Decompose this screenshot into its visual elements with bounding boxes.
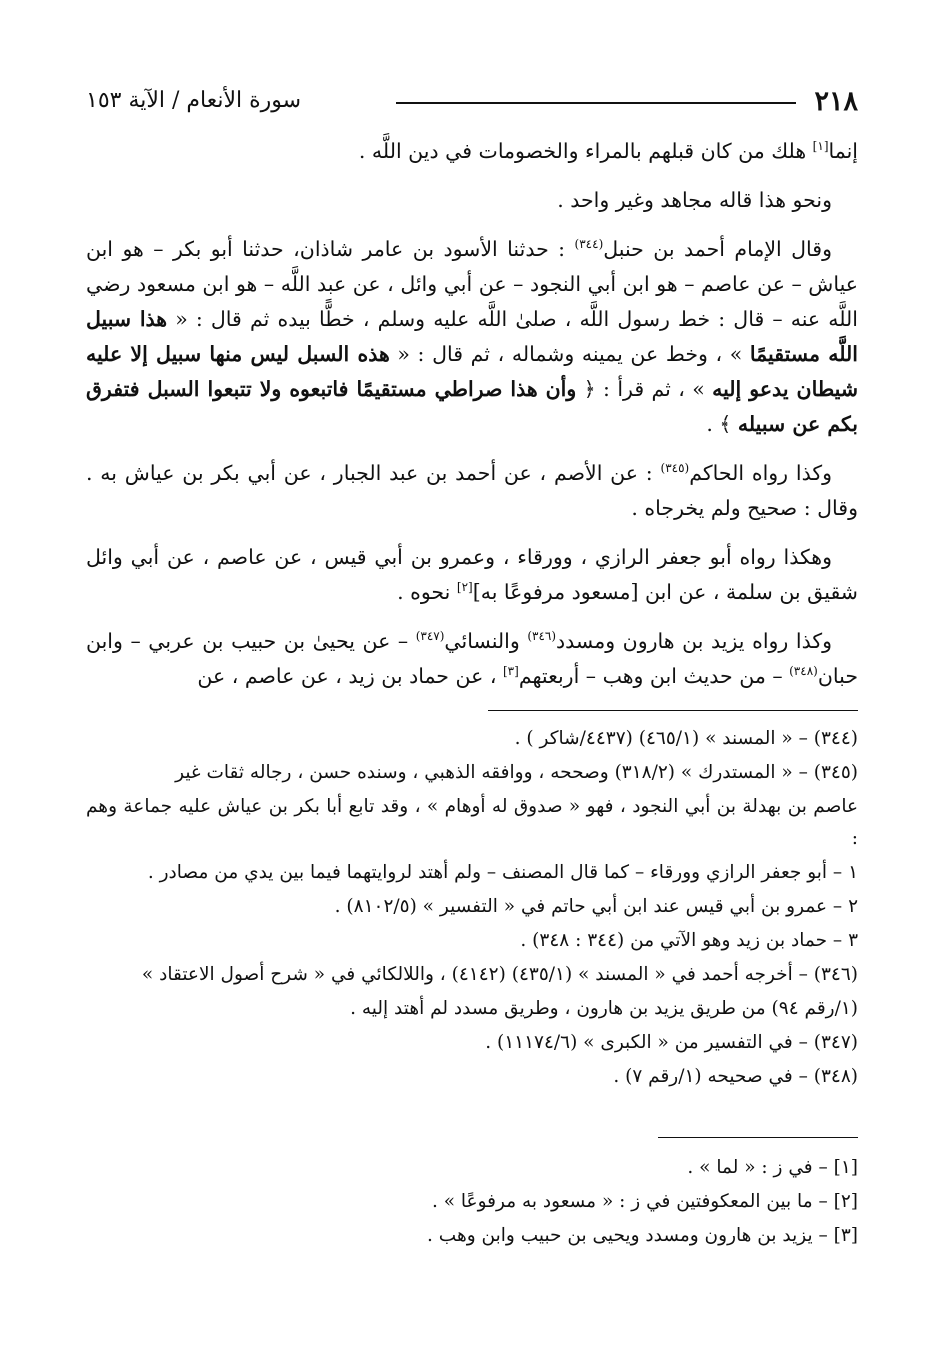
running-head — [86, 82, 858, 122]
footnote-ref-344: (٣٤٤) — [574, 237, 604, 252]
paragraph-5 — [86, 540, 858, 610]
footnote-ref-345: (٣٤٥) — [660, 461, 690, 476]
p6-a: وكذا رواه يزيد بن هارون ومسدد — [556, 629, 832, 653]
quran-verse: وأن هذا صراطي مستقيمًا فاتبعوه ولا تتبعوا السبل فتفرق بكم عن سبيله — [86, 377, 858, 436]
p3-a: وقال الإمام أحمد بن حنبل — [603, 237, 832, 261]
p1-start: إنما — [828, 139, 858, 163]
annotations — [86, 1152, 858, 1252]
footnote-346-cont: (١/رقم ٩٤) من طريق يزيد بن هارون ، وطريق مسدد لم أهتد إليه . — [350, 998, 858, 1019]
footnote-344: (٣٤٤) – « المسند » (٤٦٥/١) (٤٤٣٧/شاكر ) . — [514, 728, 858, 749]
paragraph-6 — [86, 624, 858, 694]
annotation-ref-2: [٢] — [456, 580, 473, 595]
footnote-345-item-1: ١ – أبو جعفر الرازي وورقاء – كما قال المصنف – ولم أهتد لروايتهما فيما بين يدي من مصادر . — [147, 862, 858, 883]
paragraph-2: ونحو هذا قاله مجاهد وغير واحد . — [557, 188, 832, 212]
p4-a: وكذا رواه الحاكم — [689, 461, 832, 485]
header-rule — [396, 102, 796, 104]
annotation-2: [٢] – ما بين المعكوفتين في ز : « مسعود به مرفوعًا » . — [431, 1191, 858, 1212]
p6-b: والنسائي — [444, 629, 528, 653]
paragraph-3 — [86, 232, 858, 442]
main-text — [86, 134, 858, 694]
annotation-3: [٣] – يزيد بن هارون ومسدد ويحيى بن حبيب وابن وهب . — [427, 1225, 858, 1246]
footnotes-separator — [488, 710, 858, 711]
footnote-345-item-2: ٢ – عمرو بن أبي قيس عند ابن أبي حاتم في « التفسير » (٨١٠٢/٥) . — [334, 896, 858, 917]
p5-b: نحوه . — [397, 580, 457, 604]
p6-d: – من حديث ابن وهب – أربعتهم — [518, 664, 790, 688]
footnotes — [86, 723, 858, 1093]
annotation-ref-1: [١] — [812, 139, 829, 154]
footnote-ref-346: (٣٤٦) — [527, 629, 557, 644]
annotations-separator — [658, 1137, 858, 1138]
p4-b: : عن الأصم ، عن أحمد بن عبد الجبار ، عن أبي بكر بن عياش به . وقال : صحيح ولم يخرجاه . — [86, 461, 858, 520]
paragraph-4 — [86, 456, 858, 526]
running-title: سورة الأنعام / الآية ١٥٣ — [86, 88, 302, 113]
page-number: ٢١٨ — [814, 86, 858, 117]
hadith-quote-2: هذه السبل ليس منها سبيل إلا عليه شيطان يدعو إليه — [86, 342, 858, 401]
p1-rest: هلك من كان قبلهم بالمراء والخصومات في دين اللَّه . — [358, 139, 813, 163]
footnote-346: (٣٤٦) – أخرجه أحمد في « المسند » (٤٣٥/١) (٤١٤٢) ، واللالكائي في « شرح أصول الاعتقاد » — [141, 964, 858, 985]
paragraph-1 — [86, 134, 858, 169]
p3-e: ﴾ . — [706, 412, 738, 436]
p3-b: : حدثنا الأسود بن عامر شاذان، حدثنا أبو بكر – هو ابن عياش – عن عاصم – هو ابن أبي النجود – عن أبي وائل ، عن عبد اللَّه – هو ابن مسعود رضي اللَّه عنه – قال : خط رسول اللَّه ، صلىٰ اللَّه عليه وسلم ، خطًّا بيده ثم قال : « — [86, 237, 858, 331]
annotation-1: [١] – في ز : « لما » . — [687, 1157, 858, 1178]
footnote-348: (٣٤٨) – في صحيحه (١/رقم ٧) . — [613, 1066, 858, 1087]
p5-a: وهكذا رواه أبو جعفر الرازي ، وورقاء ، وعمرو بن أبي قيس ، عن عاصم ، عن أبي وائل شقيق بن سلمة ، عن ابن [مسعود مرفوعًا به] — [86, 545, 858, 604]
footnote-347: (٣٤٧) – في التفسير من « الكبرى » (١١١٧٤/٦) . — [485, 1032, 858, 1053]
p6-e: ، عن حماد بن زيد ، عن عاصم ، عن — [197, 664, 503, 688]
footnote-ref-347: (٣٤٧) — [415, 629, 445, 644]
footnote-345-cont: عاصم بن بهدلة بن أبي النجود ، فهو « صدوق له أوهام » ، وقد تابع أبا بكر بن عياش عليه جماعة وهم : — [86, 796, 858, 849]
p3-d: » ، ثم قرأ : ﴿ — [576, 377, 713, 401]
hadith-quote-1: هذا سبيل اللَّه مستقيمًا — [86, 307, 858, 366]
footnote-345: (٣٤٥) – « المستدرك » (٣١٨/٢) وصححه ، ووافقه الذهبي ، وسنده حسن ، رجاله ثقات غير — [175, 762, 858, 783]
footnote-345-item-3: ٣ – حماد بن زيد وهو الآتي من (٣٤٤ : ٣٤٨) . — [520, 930, 858, 951]
footnote-ref-348: (٣٤٨) — [789, 664, 818, 679]
annotation-ref-3: [٣] — [502, 664, 519, 679]
p3-c: » ، وخط عن يمينه وشماله ، ثم قال : « — [389, 342, 750, 366]
p6-c: – عن يحيىٰ بن حبيب بن عربي – وابن حبان — [86, 629, 858, 688]
